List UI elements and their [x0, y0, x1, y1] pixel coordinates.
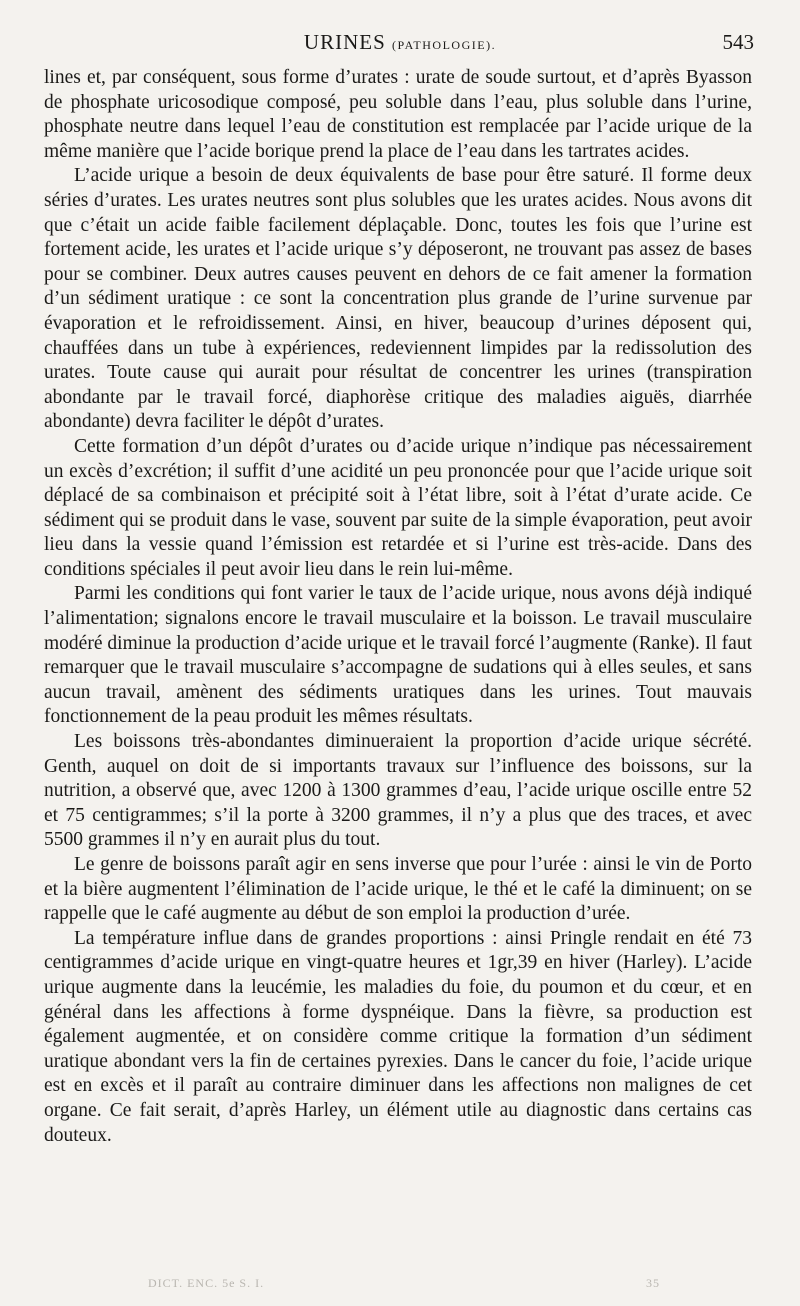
paragraph-6: Le genre de boissons paraît agir en sens inverse que pour l’urée : ainsi le vin de Porto et la bière augmentent l’élimination de l’acide urique, le thé et le café la diminuent; on se rappelle que le café augmente au début de son emploi la production d’urée.: [44, 854, 752, 925]
paragraph-1: lines et, par conséquent, sous forme d’urates : urate de soude surtout, et d’après Byasson de phosphate uricosodique composé, peu soluble dans l’eau, plus soluble dans l’urine, phosphate neutre dans lequel l’eau de constitution est remplacée par l’acide urique de la même manière que l’acide borique prend la place de l’eau dans les tartrates acides.: [44, 67, 752, 162]
signature-left: DICT. ENC. 5e S. I.: [148, 1276, 265, 1290]
running-header: [44, 30, 756, 64]
paragraph-5: Les boissons très-abondantes diminueraient la proportion d’acide urique sécrété. Genth, auquel on doit de si importants travaux sur l’influence des boissons, sur la nutrition, a observé que, avec 1200 à 1300 grammes d’eau, l’acide urique oscille entre 52 et 75 centigrammes; s’il la porte à 3200 grammes, il n’y a plus que des traces, et avec 5500 grammes il n’y en aurait plus du tout.: [44, 731, 752, 851]
paragraph-2: L’acide urique a besoin de deux équivalents de base pour être saturé. Il forme deux séries d’urates. Les urates neutres sont plus solubles que les urates acides. Nous avons dit que c’était un acide faible facilement déplaçable. Donc, toutes les fois que l’urine est fortement acide, les urates et l’acide urique s’y déposeront, ne trouvant pas assez de bases pour se combiner. Deux autres causes peuvent en dehors de ce fait amener la formation d’un sédiment uratique : ce sont la concentration plus grande de l’urine survenue par évaporation et le refroidissement. Ainsi, en hiver, beaucoup d’urines déposent qui, chauffées dans un tube à expériences, redeviennent limpides par la redissolution des urates. Toute cause qui aurait pour résultat de concentrer les urines (transpiration abondante par le travail forcé, diaphorèse critique des maladies aiguës, diarrhée abondante) devra faciliter le dépôt d’urates.: [44, 165, 752, 433]
paragraph-3: Cette formation d’un dépôt d’urates ou d’acide urique n’indique pas nécessairement un excès d’excrétion; il suffit d’une acidité un peu prononcée pour que l’acide urique soit déplacé de sa combinaison et précipité soit à l’état libre, soit à l’état d’urate acide. Ce sédiment qui se produit dans le vase, souvent par suite de la simple évaporation, peut avoir lieu dans la vessie quand l’émission est retardée et si l’urine est très-acide. Dans des conditions spéciales il peut avoir lieu dans le rein lui-même.: [44, 435, 752, 580]
printer-signature: [148, 1276, 660, 1298]
page-number: 543: [722, 30, 754, 54]
paragraph-4: Parmi les conditions qui font varier le taux de l’acide urique, nous avons déjà indiqué l’alimentation; signalons encore le travail musculaire et la boisson. Le travail musculaire modéré diminue la production d’acide urique et le travail forcé l’augmente (Ranke). Il faut remarquer que le travail musculaire s’accompagne de sudations qui à elles seules, et sans aucun travail, amènent des sédiments uratiques dans les urines. Tout mauvais fonctionnement de la peau produit les mêmes résultats.: [44, 583, 752, 728]
signature-right: 35: [646, 1276, 660, 1290]
body-text: [44, 66, 752, 1148]
header-title: URINES: [303, 30, 386, 54]
header-title-group: [44, 30, 756, 55]
header-subtitle: (PATHOLOGIE).: [392, 38, 497, 52]
paragraph-7: La température influe dans de grandes proportions : ainsi Pringle rendait en été 73 centigrammes d’acide urique en vingt-quatre heures et 1gr,39 en hiver (Harley). L’acide urique augmente dans la leucémie, les maladies du foie, du poumon et du cœur, et en général dans les affections à forme dyspnéique. Dans la fièvre, sa production est également augmentée, et on considère comme critique la formation d’un sédiment uratique abondant vers la fin de certaines pyrexies. Dans le cancer du foie, l’acide urique est en excès et il paraît au contraire diminuer dans les affections non malignes de cet organe. Ce fait serait, d’après Harley, un élément utile au diagnostic dans certains cas douteux.: [44, 927, 752, 1146]
